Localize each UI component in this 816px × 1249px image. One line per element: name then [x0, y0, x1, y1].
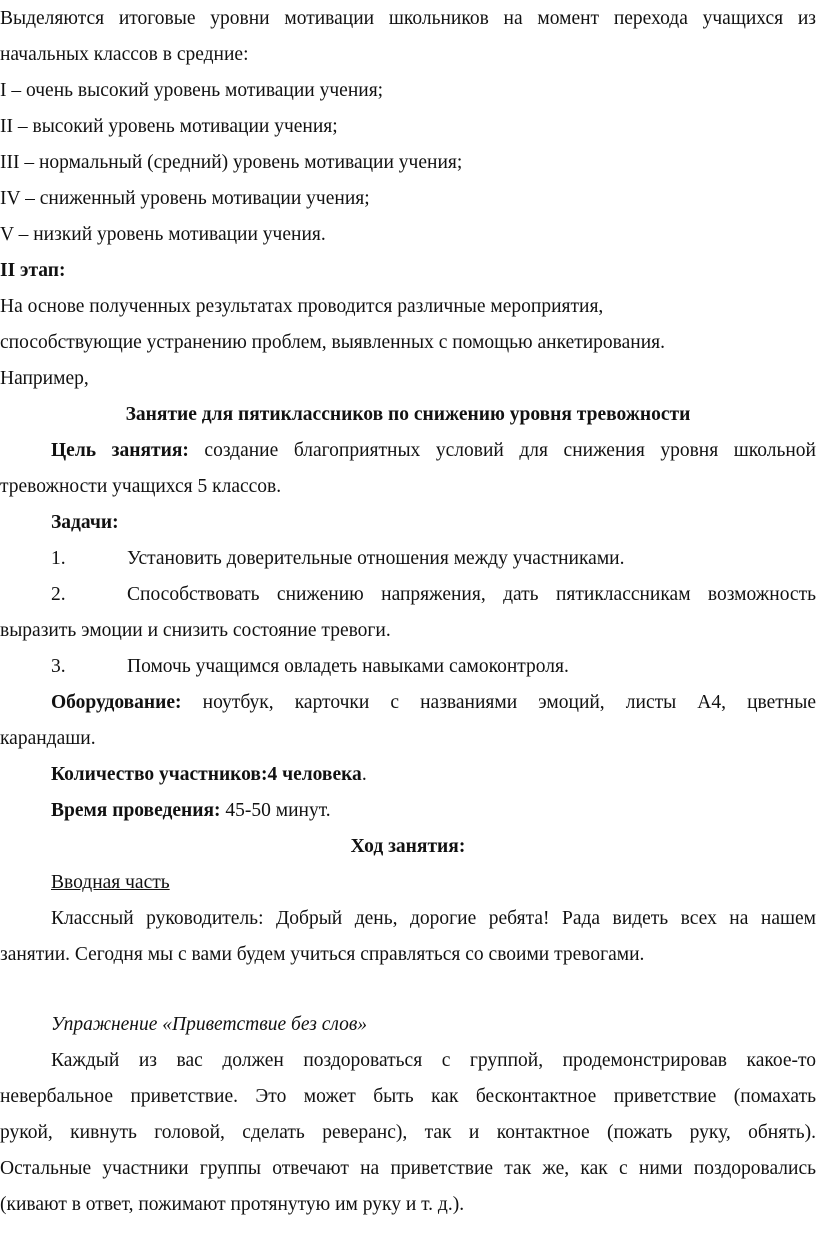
exercise-title: Упражнение «Приветствие без слов» [51, 1014, 368, 1035]
goal-line-2: тревожности учащихся 5 классов. [0, 476, 282, 497]
time-text: 45-50 минут. [220, 800, 331, 821]
level-1: I – очень высокий уровень мотивации учения; [0, 80, 384, 101]
teacher-line-2: занятии. Сегодня мы с вами будем учиться справляться со своими тревогами. [0, 944, 645, 965]
time-label: Время проведения: [51, 800, 221, 821]
level-3: III – нормальный (средний) уровень мотивации учения; [0, 152, 463, 173]
participants-label: Количество участников:4 человека [51, 764, 362, 785]
teacher-line-1: Классный руководитель: Добрый день, дорогие ребята! Рада видеть всех на нашем [51, 908, 816, 929]
lesson-title: Занятие для пятиклассников по снижению уровня тревожности [125, 404, 691, 425]
equipment-line-2: карандаши. [0, 728, 96, 749]
equipment-label: Оборудование: [51, 692, 182, 713]
participants-line [0, 765, 816, 787]
level-5: V – низкий уровень мотивации учения. [0, 224, 326, 245]
intro-line-1: Выделяются итоговые уровни мотивации школьников на момент перехода учащихся из [0, 8, 816, 29]
intro-line-2: начальных классов в средние: [0, 44, 249, 65]
task-2 [0, 585, 816, 607]
exercise-line-5: (кивают в ответ, пожимают протянутую им руку и т. д.). [0, 1194, 465, 1215]
task-1 [0, 549, 816, 571]
participants-dot: . [361, 764, 367, 785]
progress-heading: Ход занятия: [350, 836, 466, 857]
time-line [0, 801, 816, 823]
task-3 [0, 657, 816, 679]
intro-part-line [0, 873, 816, 895]
level-2: II – высокий уровень мотивации учения; [0, 116, 338, 137]
task-3-number: 3. [51, 656, 66, 677]
exercise-line-4: Остальные участники группы отвечают на приветствие так же, как с ними поздоровались [0, 1158, 816, 1179]
task-2-continued: выразить эмоции и снизить состояние тревоги. [0, 620, 391, 641]
stage-2-line-3: Например, [0, 368, 89, 389]
goal-text: создание благоприятных условий для снижения уровня школьной [188, 440, 816, 461]
stage-2-heading: II этап: [0, 260, 66, 281]
task-1-number: 1. [51, 548, 66, 569]
exercise-line-3: рукой, кивнуть головой, сделать реверанс), так и контактное (пожать руку, обнять). [0, 1122, 816, 1143]
task-3-text: Помочь учащимся овладеть навыками самоконтроля. [127, 656, 569, 677]
exercise-line-1: Каждый из вас должен поздороваться с группой, продемонстрировав какое-то [51, 1050, 816, 1071]
stage-2-line-2: способствующие устранению проблем, выявленных с помощью анкетирования. [0, 332, 665, 353]
intro-part-heading: Вводная часть [51, 872, 170, 893]
task-2-text: Способствовать снижению напряжения, дать пятиклассникам возможность [127, 584, 816, 605]
equipment-line-1 [0, 693, 816, 715]
level-4: IV – сниженный уровень мотивации учения; [0, 188, 370, 209]
equipment-text: ноутбук, карточки с названиями эмоций, листы А4, цветные [181, 692, 816, 713]
task-2-number: 2. [51, 584, 66, 605]
tasks-label: Задачи: [51, 512, 119, 533]
exercise-line-2: невербальное приветствие. Это может быть как бесконтактное приветствие (помахать [0, 1086, 816, 1107]
task-1-text: Установить доверительные отношения между участниками. [127, 548, 625, 569]
goal-line-1 [0, 441, 816, 463]
stage-2-line-1: На основе полученных результатах проводится различные мероприятия, [0, 296, 604, 317]
goal-label: Цель занятия: [51, 440, 189, 461]
